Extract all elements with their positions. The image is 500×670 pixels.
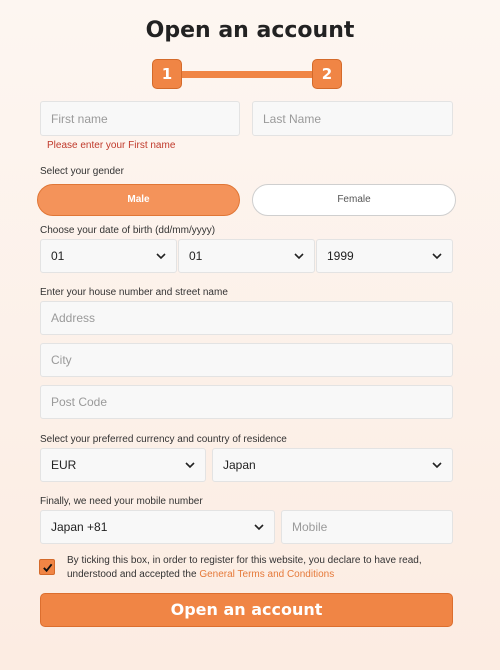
postcode-field[interactable]: [40, 385, 453, 419]
phone-code-select[interactable]: [40, 510, 275, 544]
phone-code-value: Japan +81: [51, 520, 108, 534]
terms-body: By ticking this box, in order to register for this website, you declare to have read, understood and accepted the: [67, 555, 422, 580]
mobile-label: Finally, we need your mobile number: [40, 496, 203, 507]
currency-country-label: Select your preferred currency and country of residence: [40, 434, 287, 445]
dob-month-value: 01: [189, 249, 203, 263]
checkmark-icon: [42, 562, 53, 573]
dob-year-value: 1999: [327, 249, 354, 263]
terms-link[interactable]: General Terms and Conditions: [199, 569, 335, 580]
address-field[interactable]: [40, 301, 453, 335]
chevron-down-icon: [432, 460, 442, 470]
dob-year-select[interactable]: [316, 239, 453, 273]
address-label: Enter your house number and street name: [40, 287, 228, 298]
dob-day-value: 01: [51, 249, 65, 263]
first-name-error: Please enter your First name: [47, 140, 176, 151]
page-title: Open an account: [145, 18, 355, 43]
dob-day-select[interactable]: [40, 239, 177, 273]
currency-value: EUR: [51, 458, 77, 472]
city-field[interactable]: [40, 343, 453, 377]
open-account-button[interactable]: Open an account: [40, 593, 453, 627]
mobile-field[interactable]: [281, 510, 453, 544]
chevron-down-icon: [185, 460, 195, 470]
step-1[interactable]: 1: [152, 59, 182, 89]
dob-month-select[interactable]: [178, 239, 315, 273]
first-name-field[interactable]: [40, 101, 240, 136]
terms-checkbox[interactable]: [39, 559, 55, 575]
country-value: Japan: [223, 458, 256, 472]
terms-text: [67, 554, 457, 582]
last-name-field[interactable]: [252, 101, 453, 136]
step-2[interactable]: 2: [312, 59, 342, 89]
gender-female-button[interactable]: Female: [252, 184, 456, 216]
progress-stepper: [152, 59, 342, 89]
country-select[interactable]: [212, 448, 453, 482]
chevron-down-icon: [254, 522, 264, 532]
chevron-down-icon: [432, 251, 442, 261]
chevron-down-icon: [294, 251, 304, 261]
gender-male-button[interactable]: Male: [37, 184, 240, 216]
currency-select[interactable]: [40, 448, 206, 482]
dob-label: Choose your date of birth (dd/mm/yyyy): [40, 225, 216, 236]
chevron-down-icon: [156, 251, 166, 261]
stepper-line: [172, 71, 322, 78]
gender-label: Select your gender: [40, 166, 124, 177]
